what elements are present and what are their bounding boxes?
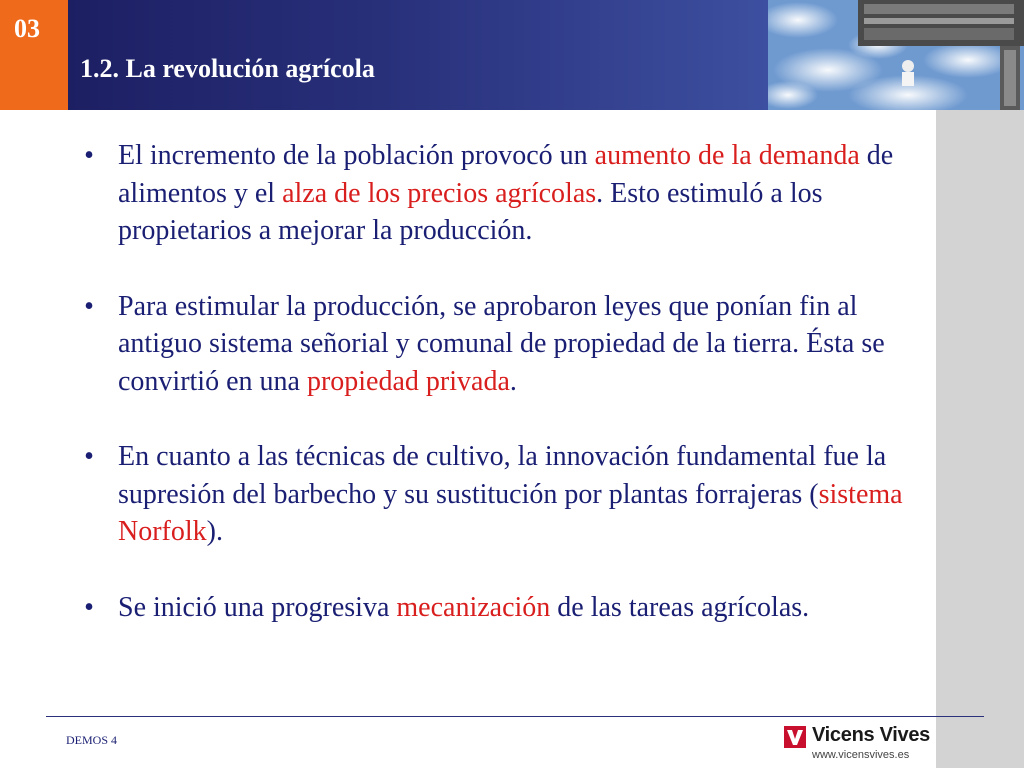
highlight-alza-precios: alza de los precios agrícolas: [282, 177, 597, 209]
highlight-propiedad-privada: propiedad privada: [306, 365, 510, 397]
space-station-image: [768, 0, 1024, 110]
bullet-icon: •: [84, 441, 94, 472]
highlight-mecanizacion: mecanización: [396, 591, 551, 623]
bullet-icon: •: [84, 140, 94, 171]
chapter-number: 03: [14, 14, 40, 43]
bullet-text: Para estimular la producción, se aprobaron leyes que ponían fin al antiguo sistema señorial y comunal de propiedad de la tierra. Ésta se convirtió en una propiedad privada.: [118, 290, 885, 397]
bullet-item: [74, 137, 924, 250]
publisher-url[interactable]: www.vicensvives.es: [812, 749, 910, 761]
footer-divider: [46, 716, 984, 717]
publisher-mark-icon: [784, 726, 806, 748]
publisher-name: Vicens Vives: [812, 724, 930, 746]
highlight-aumento-de-la-demanda: aumento de la demanda: [594, 140, 860, 171]
title-bar: [68, 0, 768, 110]
right-sidebar: [936, 110, 1024, 768]
bullet-list: [74, 137, 924, 664]
slide-header: [0, 0, 1024, 110]
bullet-item: [74, 438, 924, 551]
book-label: DEMOS 4: [66, 733, 118, 747]
slide-title: 1.2. La revolución agrícola: [80, 54, 375, 83]
bullet-text: En cuanto a las técnicas de cultivo, la innovación fundamental fue la supresión del barbecho y su sustitución por plantas forrajeras (sistema Norfolk).: [118, 441, 903, 547]
bullet-icon: •: [84, 290, 94, 322]
bullet-item: [74, 288, 924, 401]
highlight-sistema-norfolk: sistema Norfolk: [118, 478, 903, 547]
space-station-photo: [768, 0, 1024, 110]
vicens-vives-logo[interactable]: [784, 726, 934, 764]
chapter-badge: [0, 0, 68, 110]
bullet-text: Se inició una progresiva mecanización de las tareas agrícolas.: [118, 591, 810, 623]
bullet-icon: •: [84, 591, 94, 623]
bullet-item: [74, 589, 924, 627]
bullet-text: El incremento de la población provocó un aumento de la demanda de alimentos y el alza de los precios agrícolas. Esto estimuló a los propietarios a mejorar la producción.: [118, 140, 894, 246]
